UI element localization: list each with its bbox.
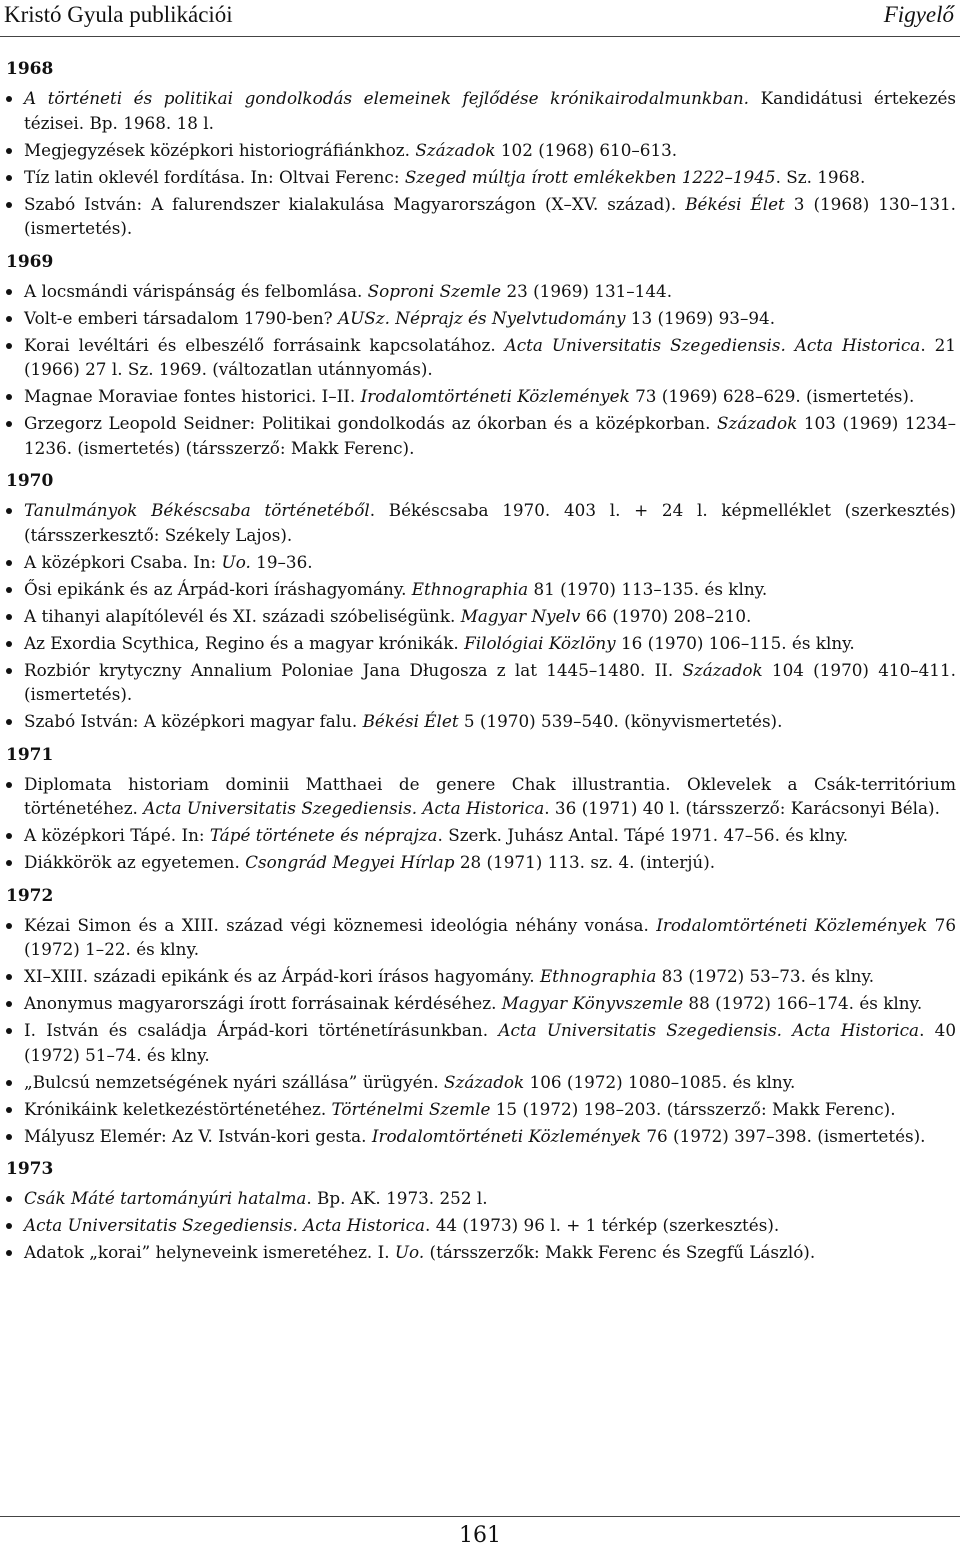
publication-title: Békési Élet	[362, 711, 459, 731]
list-item	[6, 964, 956, 989]
bullet-icon	[6, 1028, 12, 1034]
publication-title: A történeti és politikai gondolkodás elemeinek fejlődése krónikairodalmunkban.	[24, 88, 749, 108]
publication-text: Mályusz Elemér: Az V. István-kori gesta.	[24, 1125, 372, 1146]
bullet-icon	[6, 1250, 12, 1256]
publication-title: Magyar Nyelv	[460, 605, 581, 626]
publication-title: Irodalomtörténeti Közlemények	[656, 914, 928, 935]
bullet-icon	[6, 614, 12, 620]
bullet-icon	[6, 148, 12, 154]
year-heading: 1970	[6, 471, 54, 491]
publication-title: Századok	[717, 413, 798, 433]
page-number: 161	[459, 1523, 501, 1548]
bullet-icon	[6, 175, 12, 181]
publication-text: Volt-e emberi társadalom 1790-ben?	[24, 307, 339, 328]
bullet-icon	[6, 974, 12, 980]
bullet-icon	[6, 560, 12, 566]
publication-text: Szabó István: A falurendszer kialakulása Magyarországon (X–XV. század).	[24, 193, 686, 214]
publication-title: Acta Universitatis Szegediensis. Acta Historica	[498, 1020, 920, 1040]
publication-text: 76 (1972) 1–22. és klny.	[24, 914, 957, 959]
publication-text: Krónikáink keletkezéstörténetéhez.	[24, 1098, 332, 1119]
list-item	[6, 772, 956, 821]
publication-text: (társszerzők: Makk Ferenc és Szegfű László).	[424, 1242, 816, 1262]
publication-text: . 21 (1966) 27 l. Sz. 1969. (változatlan utánnyomás).	[24, 334, 956, 379]
publication-title: Ethnographia	[539, 966, 657, 986]
footer-divider	[0, 1516, 960, 1517]
list-item	[6, 604, 956, 629]
list-item	[6, 86, 956, 135]
publication-title: Soproni Szemle	[367, 280, 502, 301]
bullet-icon	[6, 1080, 12, 1086]
year-heading: 1968	[6, 59, 54, 79]
publication-text: I. István és családja Árpád-kori történetírásunkban.	[24, 1020, 499, 1040]
publication-text: Az Exordia Scythica, Regino és a magyar krónikák.	[24, 632, 465, 653]
publication-text: 106 (1972) 1080–1085. és klny.	[524, 1071, 796, 1092]
publication-list	[6, 52, 956, 1267]
publication-text: A középkori Csaba. In:	[24, 551, 222, 572]
list-item	[6, 384, 956, 409]
list-item	[6, 333, 956, 382]
publication-group	[6, 498, 956, 734]
list-item	[6, 823, 956, 848]
publication-title: Acta Universitatis Szegediensis. Acta Historica	[504, 334, 921, 355]
list-item	[6, 192, 956, 241]
list-item	[6, 306, 956, 331]
publication-text: . Szerk. Juhász Antal. Tápé 1971. 47–56. és klny.	[437, 825, 849, 845]
publication-title: Csongrád Megyei Hírlap	[245, 852, 455, 872]
header-title: Kristó Gyula publikációi	[4, 2, 233, 27]
list-item	[6, 631, 956, 656]
publication-title: Ethnographia	[411, 578, 529, 599]
list-item	[6, 411, 956, 460]
publication-title: Filológiai Közlöny	[464, 632, 616, 653]
publication-text: Szabó István: A középkori magyar falu.	[24, 711, 363, 731]
list-item	[6, 991, 956, 1016]
list-item	[6, 1186, 956, 1211]
publication-text: 66 (1970) 208–210.	[580, 605, 752, 626]
publication-title: Századok	[682, 659, 763, 680]
year-heading: 1971	[6, 744, 54, 765]
publication-text: 5 (1970) 539–540. (könyvismertetés).	[458, 711, 783, 731]
bullet-icon	[6, 833, 12, 839]
bullet-icon	[6, 587, 12, 593]
publication-text: 16 (1970) 106–115. és klny.	[615, 632, 855, 653]
publication-text: . 36 (1971) 40 l. (társszerző: Karácsonyi Béla).	[544, 798, 940, 818]
list-item	[6, 850, 956, 875]
publication-text: 15 (1972) 198–203. (társszerző: Makk Ferenc).	[490, 1098, 896, 1119]
bullet-icon	[6, 719, 12, 725]
publication-text: 13 (1969) 93–94.	[625, 307, 776, 328]
list-item	[6, 550, 956, 575]
publication-text: . 40 (1972) 51–74. és klny.	[24, 1020, 957, 1065]
bullet-icon	[6, 343, 12, 349]
list-item	[6, 1070, 956, 1095]
bullet-icon	[6, 289, 12, 295]
publication-text: A tihanyi alapítólevél és XI. századi szóbeliségünk.	[24, 605, 461, 626]
bullet-icon	[6, 202, 12, 208]
publication-text: 83 (1972) 53–73. és klny.	[656, 966, 875, 986]
publication-text: 3 (1968) 130–131. (ismertetés).	[24, 193, 957, 238]
bullet-icon	[6, 782, 12, 788]
publication-text: 19–36.	[250, 551, 313, 572]
publication-text: Tíz latin oklevél fordítása. In: Oltvai Ferenc:	[24, 166, 405, 187]
bullet-icon	[6, 508, 12, 514]
list-item	[6, 1240, 956, 1265]
publication-text: 73 (1969) 628–629. (ismertetés).	[629, 386, 915, 406]
publication-text: XI–XIII. századi epikánk és az Árpád-kori írásos hagyomány.	[24, 966, 540, 986]
publication-title: Századok	[444, 1071, 525, 1092]
bullet-icon	[6, 394, 12, 400]
publication-group	[6, 86, 956, 241]
publication-title: Magyar Könyvszemle	[501, 993, 684, 1013]
publication-text: 88 (1972) 166–174. és klny.	[683, 993, 923, 1013]
list-item	[6, 1018, 956, 1067]
bullet-icon	[6, 1001, 12, 1007]
publication-text: A középkori Tápé. In:	[24, 825, 210, 845]
publication-text: . Bp. AK. 1973. 252 l.	[306, 1188, 488, 1208]
publication-title: Tápé története és néprajza	[209, 825, 438, 845]
publication-text: A locsmándi várispánság és felbomlása.	[24, 280, 368, 301]
bullet-icon	[6, 860, 12, 866]
list-item	[6, 1097, 956, 1122]
publication-text: Rozbiór krytyczny Annalium Poloniae Jana Długosza z lat 1445–1480. II.	[24, 659, 683, 680]
year-heading: 1973	[6, 1159, 54, 1179]
publication-text: Diplomata historiam dominii Matthaei de genere Chak illustrantia. Oklevelek a Csák-territórium történetéhez.	[24, 773, 956, 818]
bullet-icon	[6, 641, 12, 647]
bullet-icon	[6, 1134, 12, 1140]
publication-text: 104 (1970) 410–411. (ismertetés).	[24, 659, 956, 704]
bullet-icon	[6, 668, 12, 674]
publication-text: Diákkörök az egyetemen.	[24, 852, 246, 872]
list-item	[6, 658, 956, 707]
publication-text: Ősi epikánk és az Árpád-kori íráshagyomány.	[24, 578, 412, 599]
publication-text: . Békéscsaba 1970. 403 l. + 24 l. képmelléklet (szerkesztés) (társszerkesztő: Székely Lajos).	[24, 500, 956, 545]
bullet-icon	[6, 96, 12, 102]
publication-text: 23 (1969) 131–144.	[501, 280, 673, 301]
header-divider	[0, 36, 960, 37]
bullet-icon	[6, 421, 12, 427]
year-heading: 1969	[6, 251, 54, 272]
list-item	[6, 1213, 956, 1238]
list-item	[6, 709, 956, 734]
publication-text: „Bulcsú nemzetségének nyári szállása” ürügyén.	[24, 1071, 444, 1092]
publication-text: 28 (1971) 113. sz. 4. (interjú).	[454, 852, 716, 872]
publication-title: Csák Máté tartományúri hatalma	[24, 1188, 307, 1208]
publication-title: Irodalomtörténeti Közlemények	[360, 386, 630, 406]
publication-text: Korai levéltári és elbeszélő forrásaink kapcsolatához.	[24, 334, 505, 355]
bullet-icon	[6, 1196, 12, 1202]
publication-group	[6, 913, 956, 1149]
publication-text: 102 (1968) 610–613.	[495, 139, 678, 160]
publication-text: Megjegyzések középkori historiográfiánkhoz.	[24, 139, 416, 160]
publication-text: Kandidátusi értekezés tézisei. Bp. 1968. 18 l.	[24, 88, 956, 133]
bullet-icon	[6, 923, 12, 929]
publication-title: Acta Universitatis Szegediensis. Acta Historica	[24, 1215, 426, 1235]
publication-title: Uo.	[221, 551, 251, 572]
publication-text: Anonymus magyarországi írott forrásainak kérdéséhez.	[24, 993, 502, 1013]
list-item	[6, 138, 956, 163]
list-item	[6, 913, 956, 962]
publication-title: Uo.	[394, 1242, 425, 1262]
publication-title: Századok	[415, 139, 496, 160]
list-item	[6, 279, 956, 304]
publication-title: Irodalomtörténeti Közlemények	[371, 1125, 641, 1146]
publication-text: Magnae Moraviae fontes historici. I–II.	[24, 386, 361, 406]
bullet-icon	[6, 316, 12, 322]
publication-title: Békési Élet	[685, 193, 785, 214]
publication-title: Tanulmányok Békéscsaba történetéből	[24, 500, 370, 520]
publication-text: . 44 (1973) 96 l. + 1 térkép (szerkesztés).	[425, 1215, 780, 1235]
list-item	[6, 498, 956, 547]
publication-text: Kézai Simon és a XIII. század végi köznemesi ideológia néhány vonása.	[24, 914, 657, 935]
publication-text: Adatok „korai” helyneveink ismeretéhez. I.	[24, 1242, 395, 1262]
list-item	[6, 1124, 956, 1149]
publication-text: 76 (1972) 397–398. (ismertetés).	[641, 1125, 926, 1146]
year-heading: 1972	[6, 885, 54, 906]
publication-title: Szeged múltja írott emlékekben 1222–1945	[404, 166, 776, 187]
list-item	[6, 577, 956, 602]
publication-text: 81 (1970) 113–135. és klny.	[528, 578, 768, 599]
publication-text: . Sz. 1968.	[775, 166, 866, 187]
publication-group	[6, 1186, 956, 1265]
bullet-icon	[6, 1107, 12, 1113]
publication-text: Grzegorz Leopold Seidner: Politikai gondolkodás az ókorban és a középkorban.	[24, 413, 718, 433]
page-header	[0, 0, 960, 34]
list-item	[6, 165, 956, 190]
bullet-icon	[6, 1223, 12, 1229]
publication-title: Acta Universitatis Szegediensis. Acta Historica	[143, 798, 545, 818]
publication-text: 103 (1969) 1234–1236. (ismertetés) (társszerző: Makk Ferenc).	[24, 413, 956, 458]
publication-title: AUSz. Néprajz és Nyelvtudomány	[338, 307, 626, 328]
publication-title: Történelmi Szemle	[331, 1098, 491, 1119]
publication-group	[6, 772, 956, 875]
publication-group	[6, 279, 956, 461]
header-section: Figyelő	[883, 2, 954, 27]
